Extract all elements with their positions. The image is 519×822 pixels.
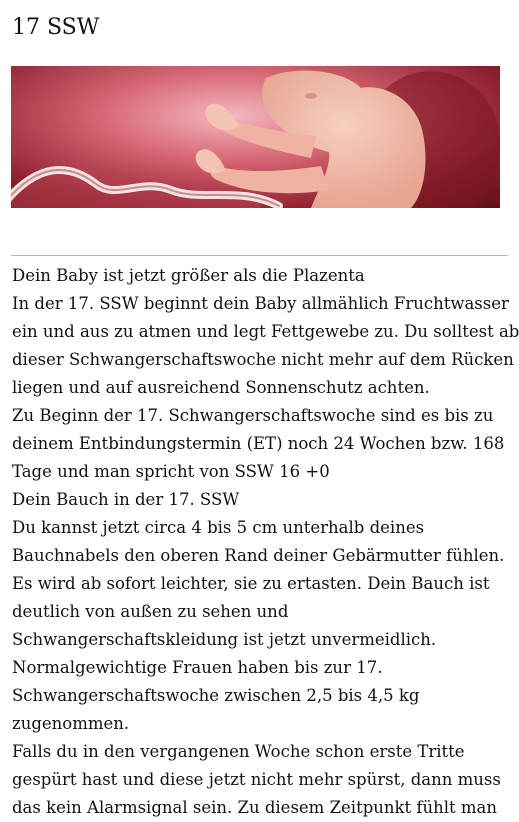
article-line: zugenommen. bbox=[12, 714, 130, 733]
article-line: liegen und auf ausreichend Sonnenschutz achten. bbox=[12, 378, 430, 397]
article-line: Normalgewichtige Frauen haben bis zur 17. bbox=[12, 658, 383, 677]
article-line: dieser Schwangerschaftswoche nicht mehr auf dem Rücken bbox=[12, 350, 514, 369]
article-line: Es wird ab sofort leichter, sie zu ertasten. Dein Bauch ist bbox=[12, 574, 490, 593]
article-line: Dein Baby ist jetzt größer als die Plazenta bbox=[12, 266, 365, 285]
divider bbox=[11, 255, 508, 256]
fetus-illustration bbox=[11, 66, 500, 208]
hero-image bbox=[11, 66, 500, 208]
article-line: deutlich von außen zu sehen und bbox=[12, 602, 289, 621]
article-line: deinem Entbindungstermin (ET) noch 24 Wochen bzw. 168 bbox=[12, 434, 505, 453]
article-line: das kein Alarmsignal sein. Zu diesem Zeitpunkt fühlt man bbox=[12, 798, 498, 817]
article-line: In der 17. SSW beginnt dein Baby allmählich Fruchtwasser bbox=[12, 294, 509, 313]
article-line: Zu Beginn der 17. Schwangerschaftswoche sind es bis zu bbox=[12, 406, 494, 425]
article-body bbox=[12, 262, 519, 822]
article-line: Falls du in den vergangenen Woche schon erste Tritte bbox=[12, 742, 465, 761]
article-line: Schwangerschaftswoche zwischen 2,5 bis 4,5 kg bbox=[12, 686, 420, 705]
article-line: Bauchnabels den oberen Rand deiner Gebärmutter fühlen. bbox=[12, 546, 505, 565]
article-line: Du kannst jetzt circa 4 bis 5 cm unterhalb deines bbox=[12, 518, 425, 537]
article-line: Dein Bauch in der 17. SSW bbox=[12, 490, 240, 509]
article-line: gespürt hast und diese jetzt nicht mehr spürst, dann muss bbox=[12, 770, 501, 789]
article-line: ein und aus zu atmen und legt Fettgewebe zu. Du solltest ab bbox=[12, 322, 519, 341]
article-line: Schwangerschaftskleidung ist jetzt unvermeidlich. bbox=[12, 630, 437, 649]
article-line: Tage und man spricht von SSW 16 +0 bbox=[12, 462, 330, 481]
page-title: 17 SSW bbox=[12, 15, 100, 40]
